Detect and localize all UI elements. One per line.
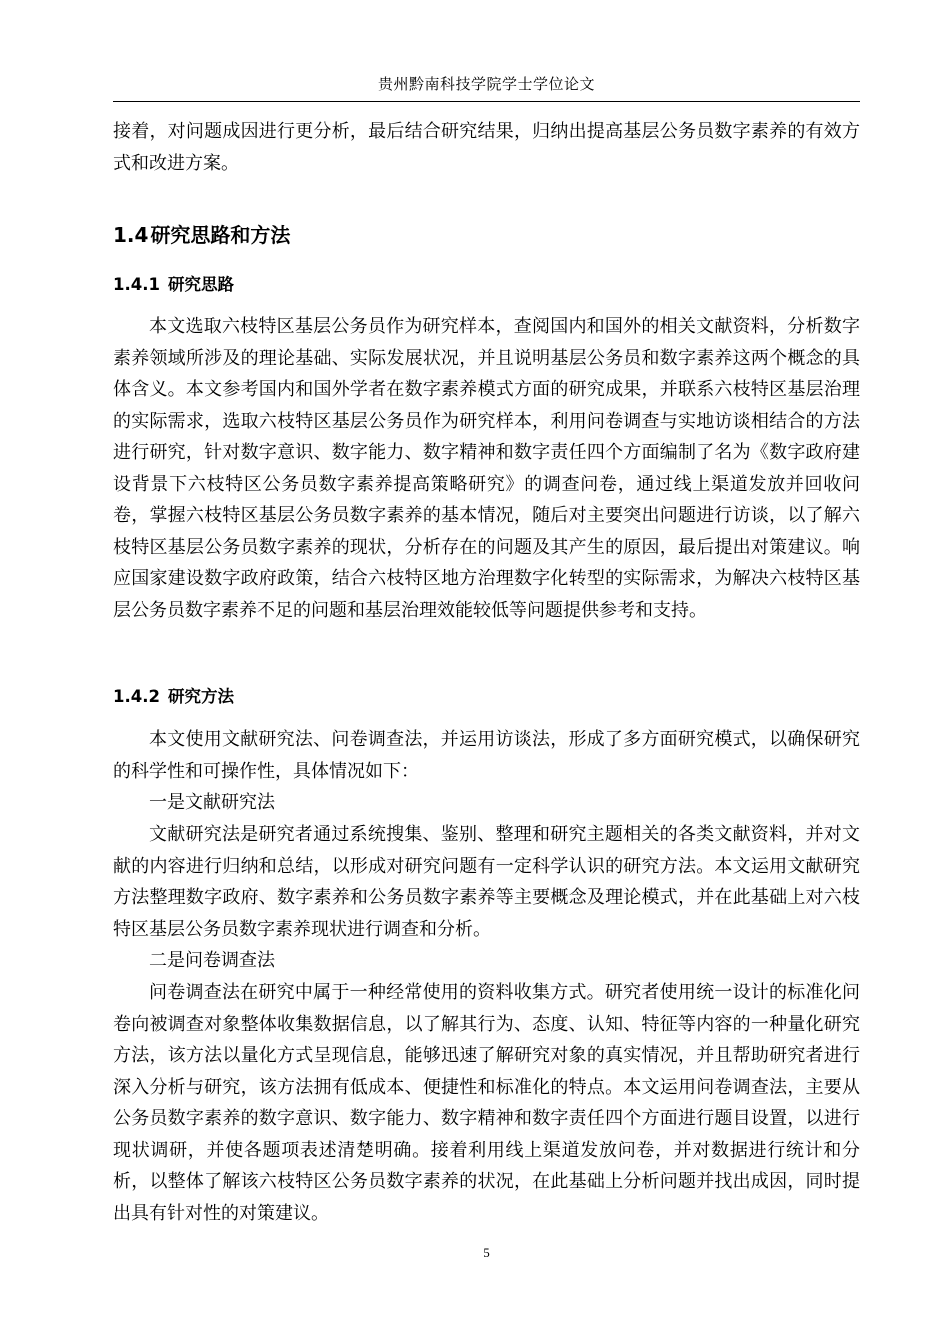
section-heading-1-4 bbox=[113, 221, 290, 249]
subsection-title: 研究方法 bbox=[167, 687, 234, 706]
paragraph-literature-method: 文献研究法是研究者通过系统搜集、鉴别、整理和研究主题相关的各类文献资料，并对文献的内容进行归纳和总结，以形成对研究问题有一定科学认识的研究方法。本文运用文献研究方法整理数字政府、数字素养和公务员数字素养等主要概念及理论模式，并在此基础上对六枝特区基层公务员数字素养现状进行调查和分析。 bbox=[113, 824, 860, 940]
subsection-number: 1.4.2 bbox=[113, 687, 160, 706]
subsection-number: 1.4.1 bbox=[113, 275, 160, 294]
subsection-heading-1-4-2 bbox=[113, 684, 234, 710]
paragraph-questionnaire-method: 问卷调查法在研究中属于一种经常使用的资料收集方式。研究者使用统一设计的标准化问卷向被调查对象整体收集数据信息，以了解其行为、态度、认知、特征等内容的一种量化研究方法，该方法以量化方式呈现信息，能够迅速了解研究对象的真实情况，并且帮助研究者进行深入分析与研究，该方法拥有低成本、便捷性和标准化的特点。本文运用问卷调查法，主要从公务员数字素养的数字意识、数字能力、数字精神和数字责任四个方面进行题目设置，以进行现状调研，并使各题项表述清楚明确。接着利用线上渠道发放问卷，并对数据进行统计和分析，以整体了解该六枝特区公务员数字素养的状况，在此基础上分析问题并找出成因，同时提出具有针对性的对策建议。 bbox=[113, 982, 860, 1224]
running-header: 贵州黔南科技学院学士学位论文 bbox=[377, 75, 595, 93]
paragraph-research-approach: 本文选取六枝特区基层公务员作为研究样本，查阅国内和国外的相关文献资料，分析数字素养领域所涉及的理论基础、实际发展状况，并且说明基层公务员和数字素养这两个概念的具体含义。本文参考国内和国外学者在数字素养模式方面的研究成果，并联系六枝特区基层治理的实际需求，选取六枝特区基层公务员作为研究样本，利用问卷调查与实地访谈相结合的方法进行研究，针对数字意识、数字能力、数字精神和数字责任四个方面编制了名为《数字政府建设背景下六枝特区公务员数字素养提高策略研究》的调查问卷，通过线上渠道发放并回收问卷，掌握六枝特区基层公务员数字素养的基本情况，随后对主要突出问题进行访谈，以了解六枝特区基层公务员数字素养的现状，分析存在的问题及其产生的原因，最后提出对策建议。响应国家建设数字政府政策，结合六枝特区地方治理数字化转型的实际需求，为解决六枝特区基层公务员数字素养不足的问题和基层治理效能较低等问题提供参考和支持。 bbox=[113, 316, 860, 621]
paragraph-intro-continued: 接着，对问题成因进行更分析，最后结合研究结果，归纳出提高基层公务员数字素养的有效方式和改进方案。 bbox=[113, 121, 860, 174]
subsection-heading-1-4-1 bbox=[113, 272, 234, 298]
method-label-questionnaire: 二是问卷调查法 bbox=[149, 950, 275, 971]
paragraph-methods-overview: 本文使用文献研究法、问卷调查法，并运用访谈法，形成了多方面研究模式，以确保研究的科学性和可操作性，具体情况如下： bbox=[113, 729, 860, 782]
section-number: 1.4 bbox=[113, 223, 149, 247]
subsection-title: 研究思路 bbox=[167, 275, 234, 294]
section-title: 研究思路和方法 bbox=[150, 223, 291, 247]
method-label-literature: 一是文献研究法 bbox=[149, 792, 275, 813]
header-rule bbox=[113, 101, 860, 102]
page-number: 5 bbox=[483, 1245, 490, 1260]
